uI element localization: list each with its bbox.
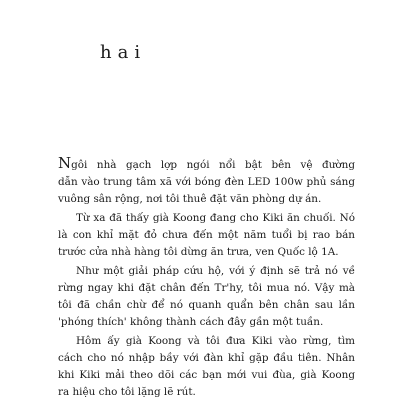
- text-line: khi Kiki mải theo dõi các bạn mới vui đùa, già Koong: [58, 368, 355, 381]
- text-line: tôi đã chần chừ để nó quanh quẩn bên chân sau lần: [58, 298, 355, 311]
- text-line: rừng ngay khi đặt chân đến Tr'hy, tôi mua nó. Vậy mà: [58, 281, 355, 294]
- paragraph-3: [58, 263, 355, 331]
- text-line: 'phóng thích' không thành cách đây gần một tuần.: [58, 316, 324, 329]
- text-line: Hôm ấy già Koong và tôi đưa Kiki vào rừng, tìm: [76, 334, 355, 347]
- text-line: dẫn vào trung tâm xã với bóng đèn LED 100w phủ sáng: [58, 176, 355, 189]
- text-line: Từ xa đã thấy già Koong đang cho Kiki ăn chuối. Nó: [76, 211, 355, 224]
- text-line-content: gôi nhà gạch lợp ngói nổi bật bên vệ đường: [71, 159, 355, 171]
- text-line: ra hiệu cho tôi lặng lẽ rút.: [58, 386, 196, 398]
- text-line: trước cửa nhà hàng tôi dừng ăn trưa, ven Quốc lộ 1A.: [58, 246, 339, 259]
- text-line: [58, 154, 355, 174]
- paragraph-1: [58, 154, 355, 208]
- text-line: cách cho nó nhập bầy với đàn khỉ gặp đầu tiên. Nhân: [58, 351, 355, 364]
- drop-cap: N: [58, 154, 72, 172]
- paragraph-4: [58, 333, 355, 401]
- text-line: vuông sân rộng, nơi tôi thuê đặt văn phòng dự án.: [58, 193, 322, 206]
- chapter-title: hai: [100, 42, 147, 63]
- paragraph-2: [58, 210, 355, 261]
- text-line: Như một giải pháp cứu hộ, với ý định sẽ trả nó về: [76, 264, 355, 277]
- chapter-body: [58, 154, 355, 403]
- text-line: là con khỉ mặt đỏ chưa đến một năm tuổi bị rao bán: [58, 228, 355, 241]
